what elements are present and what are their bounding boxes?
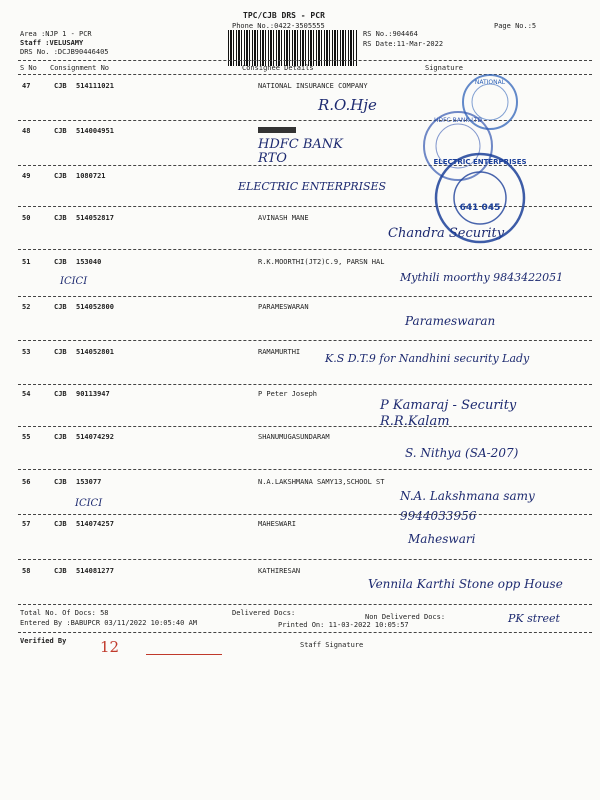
col-sno: S No [20, 64, 37, 72]
row-consignment: 514052817 [76, 214, 114, 222]
row-cjb: CJB [54, 258, 67, 266]
verified-by: Verified By [20, 637, 67, 645]
row-sno: 48 [22, 127, 31, 135]
row-note: ICICI [60, 276, 88, 287]
delivered-docs: Delivered Docs: [232, 609, 296, 617]
doc-title: TPC/CJB DRS - PCR [243, 11, 325, 20]
street-handwriting: PK street [508, 612, 560, 625]
area: Area :NJP 1 - PCR [20, 30, 92, 38]
row-handwriting: K.S D.T.9 for Nandhini security Lady [325, 352, 530, 365]
non-delivered-docs: Non Delivered Docs: [365, 613, 446, 621]
row-handwriting: Mythili moorthy 9843422051 [400, 271, 564, 284]
row-handwriting: Parameswaran [405, 314, 496, 328]
row-cjb: CJB [54, 172, 67, 180]
row-consignee: SHANUMUGASUNDARAM [258, 433, 330, 441]
row-cjb: CJB [54, 567, 67, 575]
stamp-electric-enterprises [430, 148, 530, 248]
row-consignment: 153077 [76, 478, 102, 486]
col-signature: Signature [425, 64, 463, 72]
struck-name [258, 127, 296, 133]
entered-by: Entered By :BABUPCR 03/11/2022 10:05:40 AM [20, 619, 198, 627]
verified-line [146, 654, 222, 655]
rs-date: RS Date:11-Mar-2022 [363, 40, 444, 48]
row-consignee: RAMAMURTHI [258, 348, 301, 356]
stamp-text: ELECTRIC ENTERPRISES [433, 158, 527, 166]
row-sno: 57 [22, 520, 31, 528]
row-cjb: CJB [54, 348, 67, 356]
row-sno: 55 [22, 433, 31, 441]
divider [18, 340, 592, 341]
row-sno: 53 [22, 348, 31, 356]
divider [18, 514, 592, 515]
divider [18, 384, 592, 385]
row-sno: 56 [22, 478, 31, 486]
row-consignment: 514074292 [76, 433, 114, 441]
row-consignment: 90113947 [76, 390, 110, 398]
row-sno: 49 [22, 172, 31, 180]
row-sno: 50 [22, 214, 31, 222]
row-note: ICICI [75, 498, 103, 509]
row-consignment: 514081277 [76, 567, 114, 575]
row-consignee: R.K.MOORTHI(JT2)C.9, PARSN HAL [258, 258, 385, 266]
row-cjb: CJB [54, 390, 67, 398]
row-sno: 47 [22, 82, 31, 90]
row-sno: 51 [22, 258, 31, 266]
phone-number: Phone No.:0422-3505555 [232, 22, 325, 30]
row-handwriting: Vennila Karthi Stone opp House [368, 577, 563, 591]
row-handwriting: N.A. Lakshmana samy 9944033956 [400, 489, 535, 523]
row-consignee: N.A.LAKSHMANA SAMY13,SCHOOL ST [258, 478, 385, 486]
row-sno: 52 [22, 303, 31, 311]
row-consignee: MAHESWARI [258, 520, 296, 528]
col-consignment: Consignment No [50, 64, 110, 72]
row-consignment: 514052800 [76, 303, 114, 311]
rs-number: RS No.:904464 [363, 30, 418, 38]
row-handwriting: ELECTRIC ENTERPRISES [238, 180, 387, 193]
row-consignee: AVINASH MANE [258, 214, 309, 222]
row-consignment: 514004951 [76, 127, 114, 135]
verified-handwriting: 12 [100, 638, 120, 656]
row-consignment: 514052801 [76, 348, 114, 356]
row-consignee: KATHIRESAN [258, 567, 301, 575]
row-handwriting: R.O.Hje [318, 96, 377, 114]
divider [18, 426, 592, 427]
stamp-text: NATIONAL [474, 79, 506, 86]
row-cjb: CJB [54, 478, 67, 486]
row-handwriting: Maheswari [408, 532, 476, 546]
page-number: Page No.:5 [494, 22, 537, 30]
col-consignee: Consignee Details [242, 64, 314, 72]
total-docs: Total No. Of Docs: 58 [20, 609, 109, 617]
row-cjb: CJB [54, 127, 67, 135]
row-consignment: 514074257 [76, 520, 114, 528]
row-sno: 58 [22, 567, 31, 575]
printed-on: Printed On: 11-03-2022 10:05:57 [278, 621, 409, 629]
row-handwriting: HDFC BANK RTO [258, 137, 343, 166]
row-consignment: 153040 [76, 258, 102, 266]
row-cjb: CJB [54, 433, 67, 441]
row-cjb: CJB [54, 214, 67, 222]
row-cjb: CJB [54, 303, 67, 311]
row-sno: 54 [22, 390, 31, 398]
drs-number: DRS No. :DCJB90446405 [20, 48, 109, 56]
row-handwriting: P Kamaraj - Security R.R.Kalam [380, 398, 517, 429]
row-consignment: 514111021 [76, 82, 114, 90]
row-consignment: 1080721 [76, 172, 106, 180]
divider [18, 604, 592, 605]
row-cjb: CJB [54, 82, 67, 90]
divider [18, 632, 592, 633]
row-consignee: PARAMESWARAN [258, 303, 309, 311]
stamp-text: HDFC BANK LTD [433, 117, 483, 124]
row-consignee: NATIONAL INSURANCE COMPANY [258, 82, 368, 90]
stamp-code: 641 045 [459, 203, 501, 213]
row-consignee: P Peter Joseph [258, 390, 318, 398]
divider [18, 249, 592, 250]
row-handwriting: S. Nithya (SA-207) [405, 446, 519, 460]
divider [18, 469, 592, 470]
divider [18, 60, 592, 61]
staff-signature: Staff Signature [300, 641, 364, 649]
divider [18, 296, 592, 297]
staff-name: Staff :VELUSAMY [20, 39, 84, 47]
divider [18, 559, 592, 560]
row-handwriting: Chandra Security [388, 226, 505, 241]
row-cjb: CJB [54, 520, 67, 528]
